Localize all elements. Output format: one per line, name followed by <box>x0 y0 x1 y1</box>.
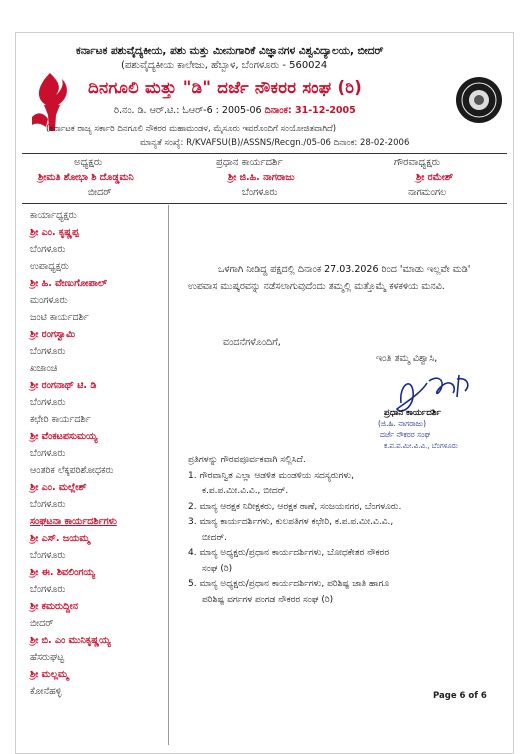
copy-item: 5. ಮಾನ್ಯ ಅಧ್ಯಕ್ಷರು/ಪ್ರಧಾನ ಕಾರ್ಯದರ್ಶಿಗಳು, ಪರಿಶಿಷ್ಟ ಜಾತಿ ಹಾಗೂ <box>188 579 390 589</box>
sidebar-text: ಮಂಗಳೂರು <box>30 295 68 306</box>
registration-number: ರಿ.ನಂ. ಡಿ. ಆರ್.ಟಿ.: ಓಆರ್-6 : 2005-06 <box>114 105 262 116</box>
recognition-number: ಮಾನ್ಯತೆ ಸಂಖ್ಯೆ: R/KVAFSU(B)/ASSNS/Recgn./05-06 ದಿನಾಂಕ: 28-02-2006 <box>140 138 410 148</box>
copy-item: 4. ಮಾನ್ಯ ಅಧ್ಯಕ್ಷರು/ಪ್ರಧಾನ ಕಾರ್ಯದರ್ಶಿಗಳು, ಬೋಧಕೇತರ ನೌಕರರ <box>188 548 390 558</box>
sidebar-member-name: ಶ್ರೀ ಎಂ. ಮಲ್ಲೇಶ್ <box>30 482 87 493</box>
gen-secretary-name: ಶ್ರೀ ಜಿ.ಹಿ. ನಾಗರಾಜು <box>228 172 295 183</box>
sidebar-text: ಬೆಂಗಳೂರು <box>30 346 66 357</box>
sidebar-member-name: ಶ್ರೀ ಮಲ್ಲಮ್ಮ <box>30 669 69 680</box>
registration-line <box>114 105 356 116</box>
union-title: ದಿನಗೂಲಿ ಮತ್ತು "ಡಿ" ದರ್ಜೆ ನೌಕರರ ಸಂಘ (ರಿ) <box>88 78 363 97</box>
sidebar-text: ಬೀದರ್ <box>30 618 54 629</box>
affiliation-note: (ಕರ್ನಾಟಕ ರಾಜ್ಯ ಸರ್ಕಾರಿ ದಿನಗೂಲಿ ನೌಕರರ ಮಹಾಮಂಡಳ, ಮೈಸೂರು ಇವರೊಂದಿಗೆ ಸಂಯೋಜಿತವಾಗಿದೆ) <box>46 124 337 134</box>
sidebar-text: ಕಛೇರಿ ಕಾರ್ಯದರ್ಶಿ <box>30 414 91 425</box>
sidebar-text: ಹೆಸರುಘಟ್ಟ <box>30 652 65 663</box>
sidebar-member-name: ಶ್ರೀ ಕಮರುದ್ದೀನ <box>30 601 79 612</box>
sidebar-text: ಬೆಂಗಳೂರು <box>30 244 66 255</box>
sidebar-text: ಉಪಾಧ್ಯಕ್ಷರು <box>30 261 69 272</box>
stamp-line-1: (ಜಿ.ಹಿ. ನಾಗರಾಜು) <box>378 419 427 428</box>
university-seal-icon <box>454 75 504 125</box>
copy-item-continuation: ಪರಿಶಿಷ್ಟ ವರ್ಗಗಳ ಪಂಗಡ ನೌಕರರ ಸಂಘ (ರಿ) <box>202 594 334 605</box>
stamp-title: ಪ್ರಧಾನ ಕಾರ್ಯದರ್ಶಿ <box>384 408 441 418</box>
sidebar-section-heading: ಸಂಘಟನಾ ಕಾರ್ಯದರ್ಶಿಗಳು <box>30 516 117 527</box>
copies-section <box>188 453 503 608</box>
copy-item: 2. ಮಾನ್ಯ ಆರಕ್ಷಕ ನಿರೀಕ್ಷಕರು, ಆರಕ್ಷಕ ಠಾಣೆ, ಸಂಜಯನಗರ, ಬೆಂಗಳೂರು. <box>188 501 402 512</box>
stamp-line-2: ದರ್ಜೆ ನೌಕರರ ಸಂಘ <box>380 430 431 439</box>
hon-president-name: ಶ್ರೀ ರಮೇಶ್ <box>416 172 454 183</box>
university-name: ಕರ್ನಾಟಕ ಪಶುವೈದ್ಯಕೀಯ, ಪಶು ಮತ್ತು ಮೀನುಗಾರಿಕೆ ವಿಜ್ಞಾನಗಳ ವಿಶ್ವವಿದ್ಯಾಲಯ, ಬೀದರ್ <box>76 45 384 57</box>
sidebar-text: ಕಾರ್ಯಾಧ್ಯಕ್ಷರು <box>30 210 77 221</box>
office-bearers-sidebar <box>30 207 166 700</box>
hon-president-place: ನಾಗಮಂಗಲ <box>408 187 447 198</box>
college-name: (ಪಶುವೈದ್ಯಕೀಯ ಕಾಲೇಜು, ಹೆಬ್ಬಾಳ, ಬೆಂಗಳೂರು - 560024 <box>121 60 328 71</box>
sidebar-member-name: ಶ್ರೀ ರಂಗಸ್ವಾಮಿ <box>30 329 76 340</box>
copy-item-continuation: ಬೀದರ್. <box>202 532 227 543</box>
gen-secretary-title: ಪ್ರಧಾನ ಕಾರ್ಯದರ್ಶಿ <box>216 157 283 168</box>
sidebar-text: ಬೆಂಗಳೂರು <box>30 397 66 408</box>
sidebar-text: ಬೆಂಗಳೂರು <box>30 448 66 459</box>
stamp-line-3: ಕ.ಪ.ಪ.ಮೀ.ವಿ.ವಿ., ಬೆಂಗಳೂರು <box>384 442 458 450</box>
closing: ಇಂತಿ ತಮ್ಮ ವಿಶ್ವಾಸಿ, <box>376 353 438 364</box>
registration-date: ದಿನಾಂಕ: 31-12-2005 <box>264 105 356 116</box>
hon-president-title: ಗೌರವಾಧ್ಯಕ್ಷರು <box>394 157 441 168</box>
sidebar-text: ಜಂಟಿ ಕಾರ್ಯದರ್ಶಿ <box>30 312 89 323</box>
copies-heading: ಪ್ರತಿಗಳನ್ನು ಗೌರವಪೂರ್ವಕವಾಗಿ ಸಲ್ಲಿಸಿದೆ. <box>188 455 306 465</box>
copies-list <box>188 469 503 609</box>
president-place: ಬೀದರ್ <box>88 187 112 198</box>
president-name: ಶ್ರೀಮತಿ ಶೋಭಾ ಶಿ ದೊಡ್ಡಮನಿ <box>38 172 134 183</box>
sidebar-member-name: ಶ್ರೀ ಬಿ. ಎಂ ಮುನಿಕೃಷ್ಣಯ್ಯ <box>30 635 111 646</box>
copy-item-continuation: ಸಂಘ (ರಿ) <box>202 563 233 574</box>
sidebar-text: ಬೆಂಗಳೂರು <box>30 550 66 561</box>
sidebar-member-name: ಶ್ರೀ ಈ. ಶಿವಲಿಂಗಯ್ಯ <box>30 567 96 578</box>
gen-secretary-place: ಬೆಂಗಳೂರು <box>242 187 278 198</box>
header-divider <box>22 153 507 154</box>
sidebar-member-name: ಶ್ರೀ ಎಸ್. ಜಯಮ್ಮ <box>30 533 90 544</box>
greeting: ವಂದನೆಗಳೊಂದಿಗೆ, <box>223 337 281 348</box>
letter-paragraph: ಒಳಗಾಗಿ ನೀಡಿದ್ದ ಪಕ್ಷದಲ್ಲಿ ದಿನಾಂಕ 27.03.2026 ರಿಂದ 'ಮಾಡು ಇಲ್ಲವೇ ಮಡಿ' ಉಪವಾಸ ಮುಷ್ಕರವನ್ನು ನಡೆಸಲಾಗುವುದೆಂದು ತಮ್ಮಲ್ಲಿ ಮತ್ತೊಮ್ಮೆ ಕಳಕಳಿಯ ಮನವಿ. <box>188 264 471 292</box>
sidebar-text: ಆಂತರಿಕ ಲೆಕ್ಕಪರಿಶೋಧಕರು <box>30 465 114 476</box>
page-number: Page 6 of 6 <box>433 691 487 701</box>
sidebar-divider <box>168 205 169 745</box>
sidebar-member-name: ಶ್ರೀ ವೆಂಕಟಪಸುಮಯ್ಯ <box>30 431 98 442</box>
copy-item-continuation: ಕ.ಪ.ಪ.ಮೀ.ವಿ.ವಿ., ಬೀದರ್. <box>202 486 289 496</box>
sidebar-member-name: ಶ್ರೀ ಎಂ. ಕೃಷ್ಣಪ್ಪ <box>30 227 79 238</box>
president-title: ಅಧ್ಯಕ್ಷರು <box>74 157 103 168</box>
sidebar-text: ಕೋನೆಹಳ್ಳಿ <box>30 686 62 697</box>
bearers-divider <box>22 203 507 204</box>
copy-item: 3. ಮಾನ್ಯ ಕಾರ್ಯದರ್ಶಿಗಳು, ಕುಲಪತಿಗಳ ಕಛೇರಿ, ಕ.ಪ.ಪ.ಮೀ.ವಿ.ವಿ., <box>188 517 394 527</box>
sidebar-member-name: ಶ್ರೀ ರಂಗನಾಥ್ ಟಿ. ಡಿ <box>30 380 97 391</box>
sidebar-text: ಬೆಂಗಳೂರು <box>30 584 66 595</box>
sidebar-text: ಖಜಾಂಚಿ <box>30 363 58 374</box>
letterhead-page <box>15 32 514 754</box>
sidebar-text: ಬೆಂಗಳೂರು <box>30 499 66 510</box>
sidebar-member-name: ಶ್ರೀ ಹಿ. ವೇಣುಗೋಪಾಲ್ <box>30 278 108 289</box>
copy-item: 1. ಗೌರವಾನ್ವಿತ ಎಲ್ಲಾ ಆಡಳಿತ ಮಂಡಳಿಯ ಸದಸ್ಯರುಗಳು, <box>188 470 354 481</box>
